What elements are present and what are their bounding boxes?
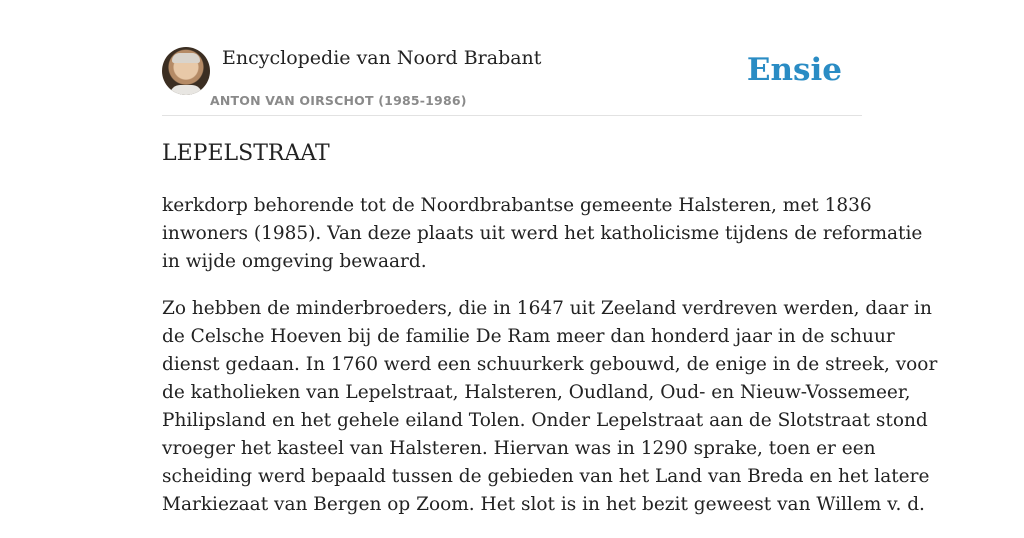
- site-header: [162, 46, 862, 116]
- text-line: Markiezaat van Bergen op Zoom. Het slot is in het bezit geweest van Willem v. d.: [162, 494, 925, 515]
- text-line: dienst gedaan. In 1760 werd een schuurkerk gebouwd, de enige in de streek, voor: [162, 354, 938, 375]
- avatar-hair: [172, 53, 200, 63]
- text-line: de katholieken van Lepelstraat, Halsteren, Oudland, Oud- en Nieuw-Vossemeer,: [162, 382, 911, 403]
- paragraph: [162, 192, 923, 276]
- site-logo[interactable]: Ensie: [746, 52, 842, 88]
- text-line: vroeger het kasteel van Halsteren. Hiervan was in 1290 sprake, toen er een: [162, 438, 876, 459]
- article-body: [162, 192, 938, 538]
- text-line: scheiding werd bepaald tussen de gebieden van het Land van Breda en het latere: [162, 466, 930, 487]
- text-line: de Celsche Hoeven bij de familie De Ram meer dan honderd jaar in de schuur: [162, 326, 895, 347]
- text-line: Zo hebben de minderbroeders, die in 1647 uit Zeeland verdreven werden, daar in: [162, 298, 932, 319]
- text-line: inwoners (1985). Van deze plaats uit werd het katholicisme tijdens de reformatie: [162, 223, 923, 244]
- page-title: LEPELSTRAAT: [162, 141, 330, 166]
- avatar-shirt: [170, 85, 202, 95]
- site-title[interactable]: Encyclopedie van Noord Brabant: [222, 47, 542, 69]
- author-name[interactable]: ANTON VAN OIRSCHOT (1985-1986): [210, 93, 467, 108]
- author-avatar[interactable]: [162, 47, 210, 95]
- text-line: in wijde omgeving bewaard.: [162, 251, 427, 272]
- paragraph: [162, 295, 938, 519]
- header-divider: [162, 115, 862, 116]
- text-line: Philipsland en het gehele eiland Tolen. Onder Lepelstraat aan de Slotstraat stond: [162, 410, 928, 431]
- text-line: kerkdorp behorende tot de Noordbrabantse gemeente Halsteren, met 1836: [162, 195, 872, 216]
